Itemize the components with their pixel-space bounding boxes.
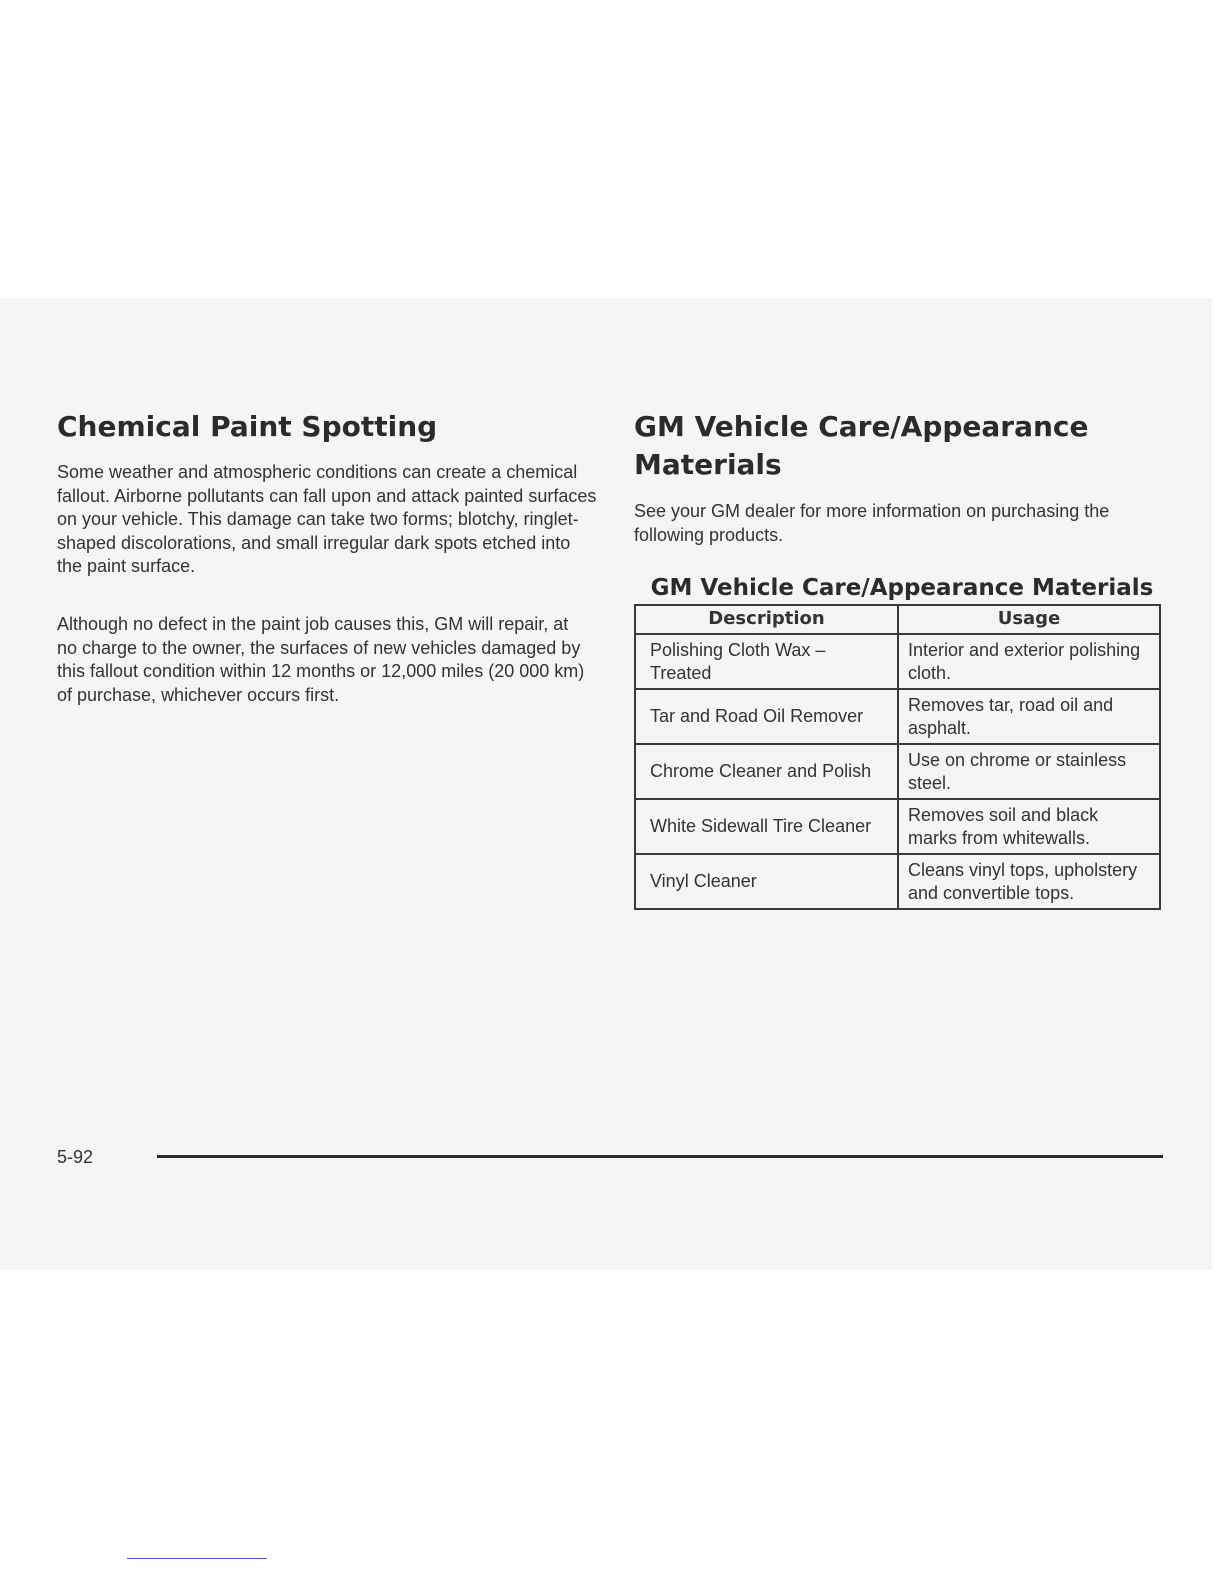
materials-table-title: GM Vehicle Care/Appearance Materials [650, 575, 1154, 601]
table-row [635, 744, 1160, 799]
row-description: Chrome Cleaner and Polish [635, 744, 898, 799]
row-usage: Removes soil and black marks from whitewalls. [898, 799, 1160, 854]
page-number: 5-92 [57, 1147, 94, 1167]
footer-link-underline [127, 1558, 267, 1559]
chemical-paint-paragraph-2: Although no defect in the paint job causes this, GM will repair, at no charge to the owner, the surfaces of new vehicles damaged by this fallout condition within 12 months or 12,000 miles (20 000 km) of purchase, whichever occurs first. [57, 614, 585, 705]
gm-care-materials-heading: GM Vehicle Care/Appearance Materials [634, 410, 1089, 481]
table-row [635, 634, 1160, 689]
footer-rule [157, 1155, 1163, 1158]
chemical-paint-paragraph-1: Some weather and atmospheric conditions can create a chemical fallout. Airborne pollutants can fall upon and attack painted surfaces on your vehicle. This damage can take two forms; blotchy, ringlet-shaped discolorations, and small irregular dark spots etched into the paint surface. [57, 462, 597, 576]
materials-table [634, 604, 1161, 910]
column-header-usage: Usage [898, 605, 1160, 634]
column-header-description: Description [635, 605, 898, 634]
gm-care-intro-paragraph: See your GM dealer for more information on purchasing the following products. [634, 501, 1110, 545]
row-description: Vinyl Cleaner [635, 854, 898, 909]
chemical-paint-spotting-heading: Chemical Paint Spotting [57, 410, 438, 443]
row-description: White Sidewall Tire Cleaner [635, 799, 898, 854]
row-usage: Cleans vinyl tops, upholstery and convertible tops. [898, 854, 1160, 909]
table-row [635, 854, 1160, 909]
row-usage: Removes tar, road oil and asphalt. [898, 689, 1160, 744]
row-description: Tar and Road Oil Remover [635, 689, 898, 744]
table-header-row [635, 605, 1160, 634]
row-usage: Interior and exterior polishing cloth. [898, 634, 1160, 689]
row-description: Polishing Cloth Wax –Treated [635, 634, 898, 689]
table-row [635, 689, 1160, 744]
table-row [635, 799, 1160, 854]
row-usage: Use on chrome or stainless steel. [898, 744, 1160, 799]
